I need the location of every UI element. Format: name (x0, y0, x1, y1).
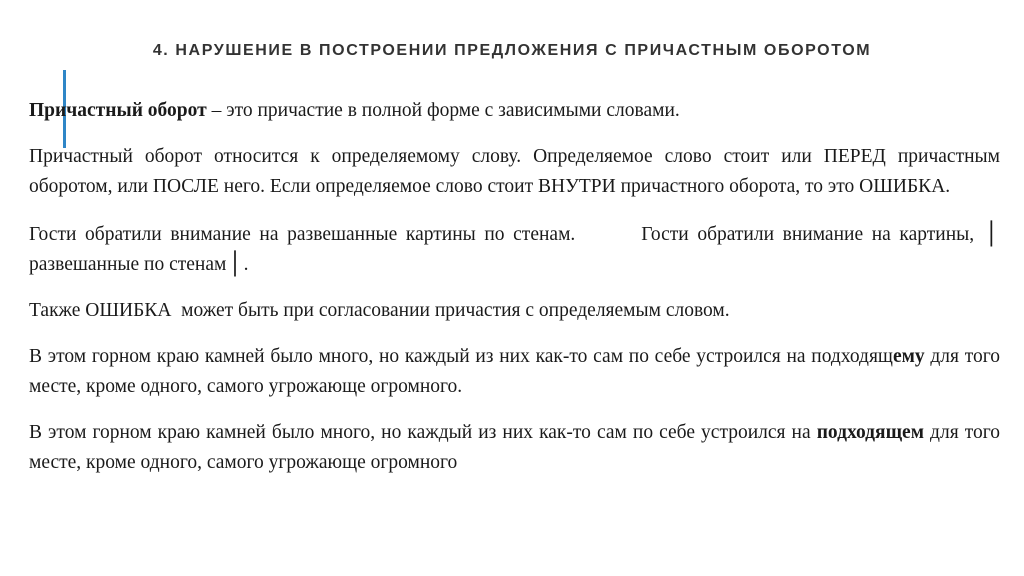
example-correct-word: подходящем (816, 422, 924, 443)
definition-paragraph (29, 96, 1000, 126)
bracket-bar-right: │ (228, 252, 242, 277)
bracket-bar-left: │ (984, 222, 998, 247)
definition-text: – это причастие в полной форме с зависимыми словами. (206, 100, 680, 121)
example-correct-suffix-text: для того месте, кроме одного, самого угрожающе огромного (29, 422, 1000, 473)
example-wrong-ending: ему (892, 346, 925, 367)
example-wrong-suffix: для того месте, кроме одного, самого угрожающе огромного. (29, 346, 1001, 397)
example-wrong-paragraph (29, 342, 1000, 402)
example-wrong-prefix: В этом горном краю камней было много, но каждый из них как-то сам по себе устроился на подходящ (29, 346, 893, 367)
definition-term: Причастный оборот (29, 100, 207, 121)
example-correct-paragraph (29, 418, 1000, 478)
slide-title: 4. НАРУШЕНИЕ В ПОСТРОЕНИИ ПРЕДЛОЖЕНИЯ С ПРИЧАСТНЫМ ОБОРОТОМ (152, 42, 872, 59)
slide-content (29, 96, 1000, 478)
example-correct-phrase: развешанные по стенам (29, 254, 227, 275)
example-correct-prefix: Гости обратили внимание на картины, (641, 224, 983, 245)
example-wrong: Гости обратили внимание на развешанные картины по стенам. (29, 224, 576, 245)
example-correct-prefix-text: В этом горном краю камней было много, но каждый из них как-то сам по себе устроился на (29, 422, 817, 443)
agreement-rule-paragraph: Также ОШИБКА может быть при согласовании причастия с определяемым словом. (29, 300, 730, 321)
example-correct-suffix: . (243, 254, 249, 275)
examples-paragraph (29, 220, 1000, 280)
rule-paragraph: Причастный оборот относится к определяемому слову. Определяемое слово стоит или ПЕРЕД причастным оборотом, или ПОСЛЕ него. Если определяемое слово стоит ВНУТРИ причастного оборота, то это ОШИБКА. (29, 146, 1000, 197)
